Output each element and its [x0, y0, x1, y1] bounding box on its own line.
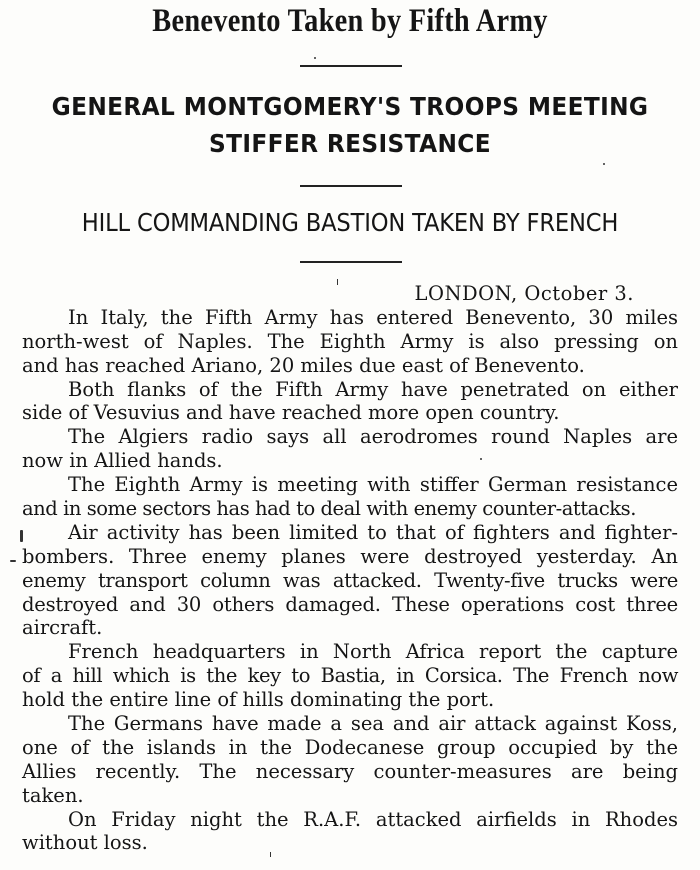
subheadline-1-line-2: STIFFER RESISTANCE — [209, 129, 491, 158]
print-speck — [10, 560, 16, 562]
print-speck — [480, 458, 482, 460]
body-line: without loss. — [22, 831, 148, 855]
body-line: bombers. Three enemy planes were destroyed yesterday. An — [22, 544, 678, 568]
body-line: Both flanks of the Fifth Army have penetrated on either — [68, 377, 678, 401]
body-line: side of Vesuvius and have reached more open country. — [22, 401, 560, 425]
print-speck — [270, 852, 271, 857]
print-speck — [603, 163, 605, 165]
subheadline-1 — [25, 88, 676, 162]
body-line: Allies recently. The necessary counter-measures are being — [22, 759, 678, 783]
headline: Benevento Taken by Fifth Army — [152, 3, 548, 39]
body-line: now in Allied hands. — [22, 449, 223, 473]
body-line: and in some sectors has had to deal with enemy counter-attacks. — [22, 497, 636, 521]
article-body — [22, 282, 678, 855]
print-speck — [20, 530, 23, 542]
body-line: enemy transport column was attacked. Twenty-five trucks were — [22, 568, 678, 592]
print-speck — [314, 57, 316, 59]
body-line: taken. — [22, 783, 84, 807]
body-line: In Italy, the Fifth Army has entered Benevento, 30 miles — [68, 305, 678, 329]
body-line: one of the islands in the Dodecanese group occupied by the — [22, 735, 678, 759]
body-line: The Algiers radio says all aerodromes round Naples are — [68, 425, 678, 449]
rule-divider-3 — [300, 261, 402, 263]
body-line: north-west of Naples. The Eighth Army is also pressing on — [22, 329, 678, 353]
body-line: destroyed and 30 others damaged. These operations cost three — [22, 592, 678, 616]
body-line: The Eighth Army is meeting with stiffer German resistance — [68, 473, 678, 497]
body-line: The Germans have made a sea and air attack against Koss, — [68, 712, 678, 736]
dateline: LONDON, October 3. — [414, 282, 634, 305]
body-line: hold the entire line of hills dominating the port. — [22, 688, 495, 712]
print-speck — [337, 279, 338, 285]
body-line: and has reached Ariano, 20 miles due east of Benevento. — [22, 353, 585, 377]
rule-divider-2 — [300, 185, 402, 187]
rule-divider-1 — [300, 65, 402, 67]
body-line: of a hill which is the key to Bastia, in Corsica. The French now — [22, 664, 678, 688]
body-line: aircraft. — [22, 616, 103, 640]
subheadline-2: HILL COMMANDING BASTION TAKEN BY FRENCH — [81, 208, 619, 237]
body-line: Air activity has been limited to that of fighters and fighter- — [68, 520, 678, 544]
body-line: French headquarters in North Africa report the capture — [68, 640, 678, 664]
body-line: On Friday night the R.A.F. attacked airfields in Rhodes — [68, 807, 678, 831]
subheadline-1-line-1: GENERAL MONTGOMERY'S TROOPS MEETING — [51, 92, 649, 121]
